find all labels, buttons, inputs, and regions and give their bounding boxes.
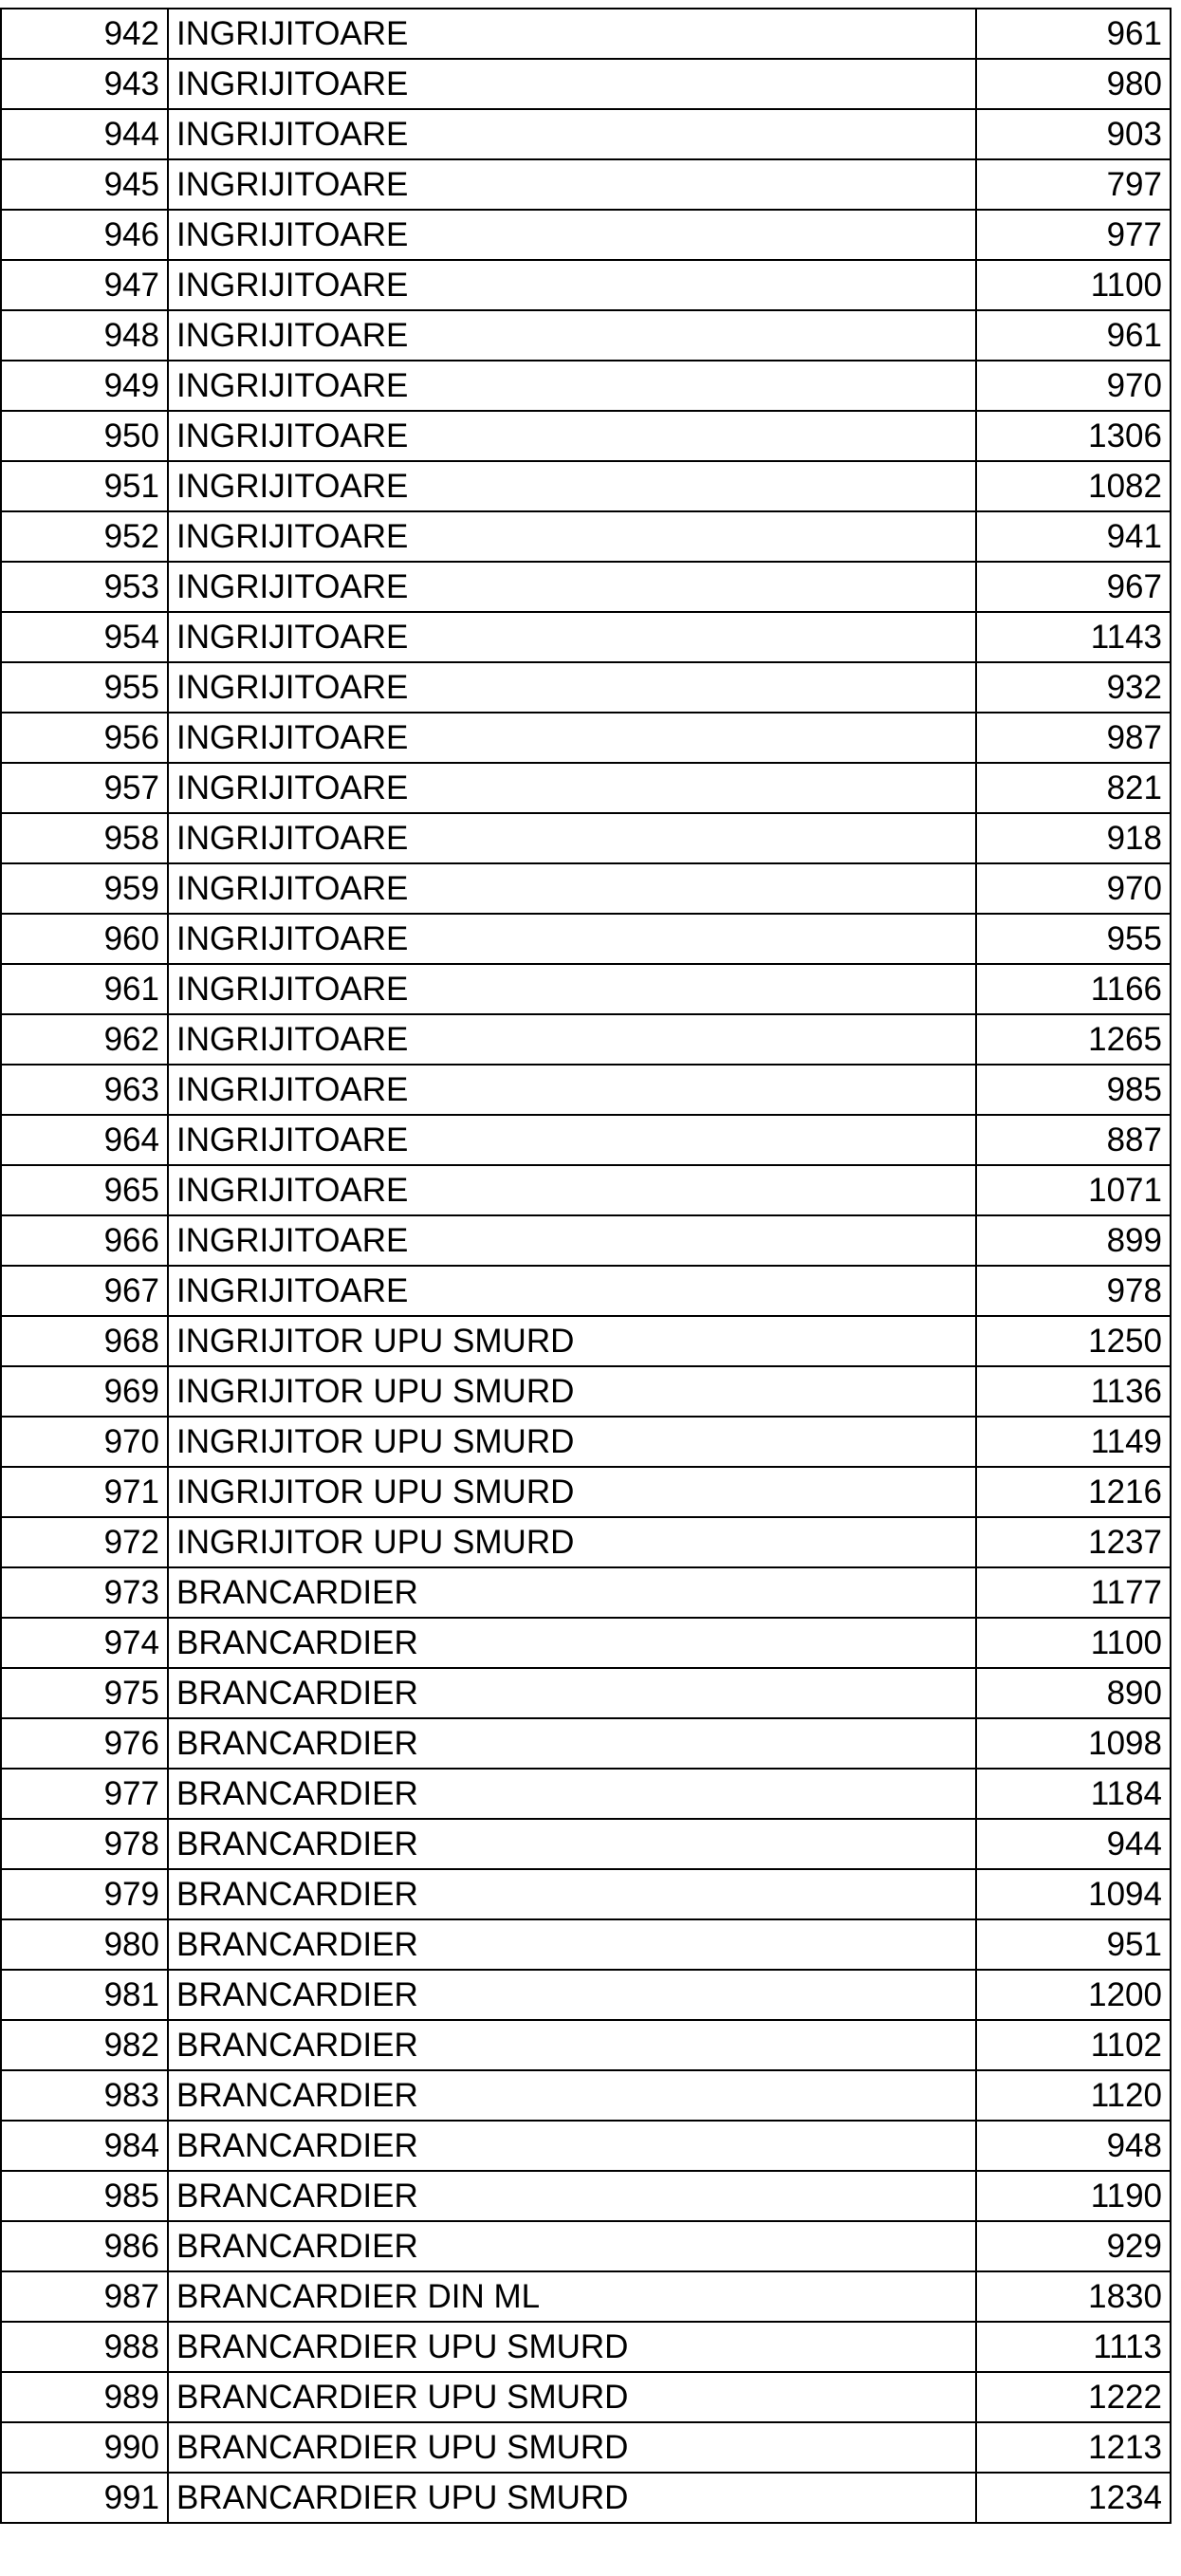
table-row (1, 310, 1171, 361)
table-row (1, 2473, 1171, 2523)
job-title-cell: INGRIJITOARE (168, 863, 976, 914)
table-row (1, 1517, 1171, 1567)
job-title-cell: INGRIJITOARE (168, 411, 976, 461)
row-number-cell: 964 (1, 1115, 168, 1165)
row-number-cell: 952 (1, 511, 168, 562)
job-title-cell: BRANCARDIER (168, 2121, 976, 2171)
row-number-cell: 958 (1, 813, 168, 863)
job-title-cell: INGRIJITOARE (168, 210, 976, 260)
table-row (1, 159, 1171, 210)
amount-cell: 961 (976, 310, 1171, 361)
table-row (1, 1316, 1171, 1366)
amount-cell: 948 (976, 2121, 1171, 2171)
job-title-cell: INGRIJITOARE (168, 1014, 976, 1065)
amount-cell: 1250 (976, 1316, 1171, 1366)
table-row (1, 964, 1171, 1014)
row-number-cell: 966 (1, 1215, 168, 1266)
job-title-cell: BRANCARDIER (168, 1819, 976, 1869)
amount-cell: 1213 (976, 2422, 1171, 2473)
row-number-cell: 986 (1, 2221, 168, 2271)
amount-cell: 1120 (976, 2070, 1171, 2121)
job-title-cell: INGRIJITOARE (168, 511, 976, 562)
table-row (1, 2020, 1171, 2070)
row-number-cell: 985 (1, 2171, 168, 2221)
row-number-cell: 946 (1, 210, 168, 260)
amount-cell: 985 (976, 1065, 1171, 1115)
job-title-cell: BRANCARDIER (168, 2020, 976, 2070)
amount-cell: 1237 (976, 1517, 1171, 1567)
job-title-cell: INGRIJITOARE (168, 662, 976, 713)
row-number-cell: 956 (1, 713, 168, 763)
row-number-cell: 942 (1, 9, 168, 59)
table-row (1, 260, 1171, 310)
table-row (1, 863, 1171, 914)
row-number-cell: 981 (1, 1970, 168, 2020)
amount-cell: 1177 (976, 1567, 1171, 1618)
job-title-cell: INGRIJITOARE (168, 109, 976, 159)
salary-table (0, 8, 1172, 2524)
amount-cell: 899 (976, 1215, 1171, 1266)
amount-cell: 1830 (976, 2271, 1171, 2322)
row-number-cell: 988 (1, 2322, 168, 2372)
amount-cell: 980 (976, 59, 1171, 109)
row-number-cell: 943 (1, 59, 168, 109)
table-row (1, 9, 1171, 59)
row-number-cell: 970 (1, 1417, 168, 1467)
amount-cell: 970 (976, 361, 1171, 411)
table-row (1, 1115, 1171, 1165)
amount-cell: 978 (976, 1266, 1171, 1316)
job-title-cell: INGRIJITOARE (168, 914, 976, 964)
table-row (1, 662, 1171, 713)
job-title-cell: BRANCARDIER (168, 1869, 976, 1919)
amount-cell: 1166 (976, 964, 1171, 1014)
row-number-cell: 989 (1, 2372, 168, 2422)
job-title-cell: BRANCARDIER (168, 1618, 976, 1668)
amount-cell: 797 (976, 159, 1171, 210)
table-row (1, 361, 1171, 411)
row-number-cell: 945 (1, 159, 168, 210)
row-number-cell: 959 (1, 863, 168, 914)
job-title-cell: BRANCARDIER (168, 1567, 976, 1618)
row-number-cell: 983 (1, 2070, 168, 2121)
job-title-cell: INGRIJITOR UPU SMURD (168, 1517, 976, 1567)
table-row (1, 2171, 1171, 2221)
amount-cell: 932 (976, 662, 1171, 713)
table-body (1, 9, 1171, 2523)
row-number-cell: 967 (1, 1266, 168, 1316)
table-row (1, 2271, 1171, 2322)
row-number-cell: 954 (1, 612, 168, 662)
job-title-cell: INGRIJITOR UPU SMURD (168, 1316, 976, 1366)
amount-cell: 1184 (976, 1769, 1171, 1819)
table-row (1, 1366, 1171, 1417)
salary-table-sheet (0, 8, 1172, 2524)
table-row (1, 1869, 1171, 1919)
table-row (1, 813, 1171, 863)
amount-cell: 1082 (976, 461, 1171, 511)
job-title-cell: INGRIJITOR UPU SMURD (168, 1366, 976, 1417)
row-number-cell: 944 (1, 109, 168, 159)
job-title-cell: INGRIJITOARE (168, 1065, 976, 1115)
amount-cell: 1234 (976, 2473, 1171, 2523)
job-title-cell: BRANCARDIER (168, 2171, 976, 2221)
job-title-cell: BRANCARDIER (168, 1668, 976, 1718)
table-row (1, 612, 1171, 662)
job-title-cell: BRANCARDIER UPU SMURD (168, 2322, 976, 2372)
row-number-cell: 965 (1, 1165, 168, 1215)
amount-cell: 918 (976, 813, 1171, 863)
table-row (1, 2422, 1171, 2473)
amount-cell: 929 (976, 2221, 1171, 2271)
table-row (1, 1567, 1171, 1618)
table-row (1, 914, 1171, 964)
job-title-cell: INGRIJITOARE (168, 562, 976, 612)
amount-cell: 955 (976, 914, 1171, 964)
job-title-cell: BRANCARDIER (168, 1919, 976, 1970)
row-number-cell: 990 (1, 2422, 168, 2473)
job-title-cell: INGRIJITOARE (168, 1215, 976, 1266)
row-number-cell: 953 (1, 562, 168, 612)
row-number-cell: 949 (1, 361, 168, 411)
row-number-cell: 951 (1, 461, 168, 511)
amount-cell: 987 (976, 713, 1171, 763)
table-row (1, 2221, 1171, 2271)
job-title-cell: INGRIJITOARE (168, 763, 976, 813)
table-row (1, 1266, 1171, 1316)
amount-cell: 1306 (976, 411, 1171, 461)
amount-cell: 1113 (976, 2322, 1171, 2372)
job-title-cell: INGRIJITOARE (168, 159, 976, 210)
table-row (1, 1065, 1171, 1115)
row-number-cell: 969 (1, 1366, 168, 1417)
row-number-cell: 948 (1, 310, 168, 361)
table-row (1, 713, 1171, 763)
job-title-cell: INGRIJITOARE (168, 813, 976, 863)
amount-cell: 1190 (976, 2171, 1171, 2221)
row-number-cell: 980 (1, 1919, 168, 1970)
table-row (1, 2322, 1171, 2372)
row-number-cell: 975 (1, 1668, 168, 1718)
amount-cell: 1143 (976, 612, 1171, 662)
table-row (1, 1718, 1171, 1769)
amount-cell: 941 (976, 511, 1171, 562)
table-row (1, 1769, 1171, 1819)
amount-cell: 944 (976, 1819, 1171, 1869)
job-title-cell: INGRIJITOARE (168, 964, 976, 1014)
job-title-cell: INGRIJITOARE (168, 612, 976, 662)
amount-cell: 1100 (976, 1618, 1171, 1668)
row-number-cell: 960 (1, 914, 168, 964)
amount-cell: 903 (976, 109, 1171, 159)
job-title-cell: INGRIJITOARE (168, 713, 976, 763)
job-title-cell: INGRIJITOARE (168, 361, 976, 411)
amount-cell: 1100 (976, 260, 1171, 310)
amount-cell: 887 (976, 1115, 1171, 1165)
row-number-cell: 972 (1, 1517, 168, 1567)
table-row (1, 210, 1171, 260)
row-number-cell: 973 (1, 1567, 168, 1618)
amount-cell: 1216 (976, 1467, 1171, 1517)
job-title-cell: INGRIJITOARE (168, 9, 976, 59)
job-title-cell: BRANCARDIER (168, 1769, 976, 1819)
table-row (1, 511, 1171, 562)
table-row (1, 1819, 1171, 1869)
row-number-cell: 950 (1, 411, 168, 461)
row-number-cell: 971 (1, 1467, 168, 1517)
row-number-cell: 976 (1, 1718, 168, 1769)
table-row (1, 1919, 1171, 1970)
amount-cell: 967 (976, 562, 1171, 612)
table-row (1, 1165, 1171, 1215)
job-title-cell: INGRIJITOARE (168, 1115, 976, 1165)
row-number-cell: 974 (1, 1618, 168, 1668)
job-title-cell: BRANCARDIER (168, 2221, 976, 2271)
amount-cell: 1265 (976, 1014, 1171, 1065)
amount-cell: 1098 (976, 1718, 1171, 1769)
table-row (1, 411, 1171, 461)
row-number-cell: 955 (1, 662, 168, 713)
job-title-cell: INGRIJITOARE (168, 1165, 976, 1215)
table-row (1, 1668, 1171, 1718)
row-number-cell: 957 (1, 763, 168, 813)
row-number-cell: 978 (1, 1819, 168, 1869)
job-title-cell: INGRIJITOR UPU SMURD (168, 1467, 976, 1517)
table-row (1, 1970, 1171, 2020)
amount-cell: 951 (976, 1919, 1171, 1970)
table-row (1, 59, 1171, 109)
row-number-cell: 963 (1, 1065, 168, 1115)
amount-cell: 1094 (976, 1869, 1171, 1919)
table-row (1, 2372, 1171, 2422)
job-title-cell: INGRIJITOARE (168, 461, 976, 511)
job-title-cell: BRANCARDIER DIN ML (168, 2271, 976, 2322)
amount-cell: 1136 (976, 1366, 1171, 1417)
job-title-cell: INGRIJITOR UPU SMURD (168, 1417, 976, 1467)
table-row (1, 2070, 1171, 2121)
amount-cell: 1222 (976, 2372, 1171, 2422)
row-number-cell: 961 (1, 964, 168, 1014)
job-title-cell: BRANCARDIER (168, 1970, 976, 2020)
job-title-cell: BRANCARDIER UPU SMURD (168, 2422, 976, 2473)
job-title-cell: BRANCARDIER (168, 2070, 976, 2121)
job-title-cell: INGRIJITOARE (168, 310, 976, 361)
amount-cell: 1071 (976, 1165, 1171, 1215)
table-row (1, 1417, 1171, 1467)
table-row (1, 461, 1171, 511)
row-number-cell: 962 (1, 1014, 168, 1065)
job-title-cell: INGRIJITOARE (168, 260, 976, 310)
table-row (1, 1215, 1171, 1266)
table-row (1, 1467, 1171, 1517)
table-row (1, 1618, 1171, 1668)
job-title-cell: INGRIJITOARE (168, 59, 976, 109)
row-number-cell: 947 (1, 260, 168, 310)
amount-cell: 977 (976, 210, 1171, 260)
amount-cell: 1200 (976, 1970, 1171, 2020)
table-row (1, 562, 1171, 612)
row-number-cell: 979 (1, 1869, 168, 1919)
table-row (1, 109, 1171, 159)
amount-cell: 890 (976, 1668, 1171, 1718)
row-number-cell: 982 (1, 2020, 168, 2070)
amount-cell: 970 (976, 863, 1171, 914)
table-row (1, 1014, 1171, 1065)
row-number-cell: 977 (1, 1769, 168, 1819)
table-row (1, 2121, 1171, 2171)
table-row (1, 763, 1171, 813)
amount-cell: 821 (976, 763, 1171, 813)
row-number-cell: 991 (1, 2473, 168, 2523)
job-title-cell: BRANCARDIER UPU SMURD (168, 2372, 976, 2422)
amount-cell: 961 (976, 9, 1171, 59)
row-number-cell: 984 (1, 2121, 168, 2171)
job-title-cell: BRANCARDIER UPU SMURD (168, 2473, 976, 2523)
job-title-cell: INGRIJITOARE (168, 1266, 976, 1316)
job-title-cell: BRANCARDIER (168, 1718, 976, 1769)
amount-cell: 1149 (976, 1417, 1171, 1467)
amount-cell: 1102 (976, 2020, 1171, 2070)
row-number-cell: 968 (1, 1316, 168, 1366)
row-number-cell: 987 (1, 2271, 168, 2322)
